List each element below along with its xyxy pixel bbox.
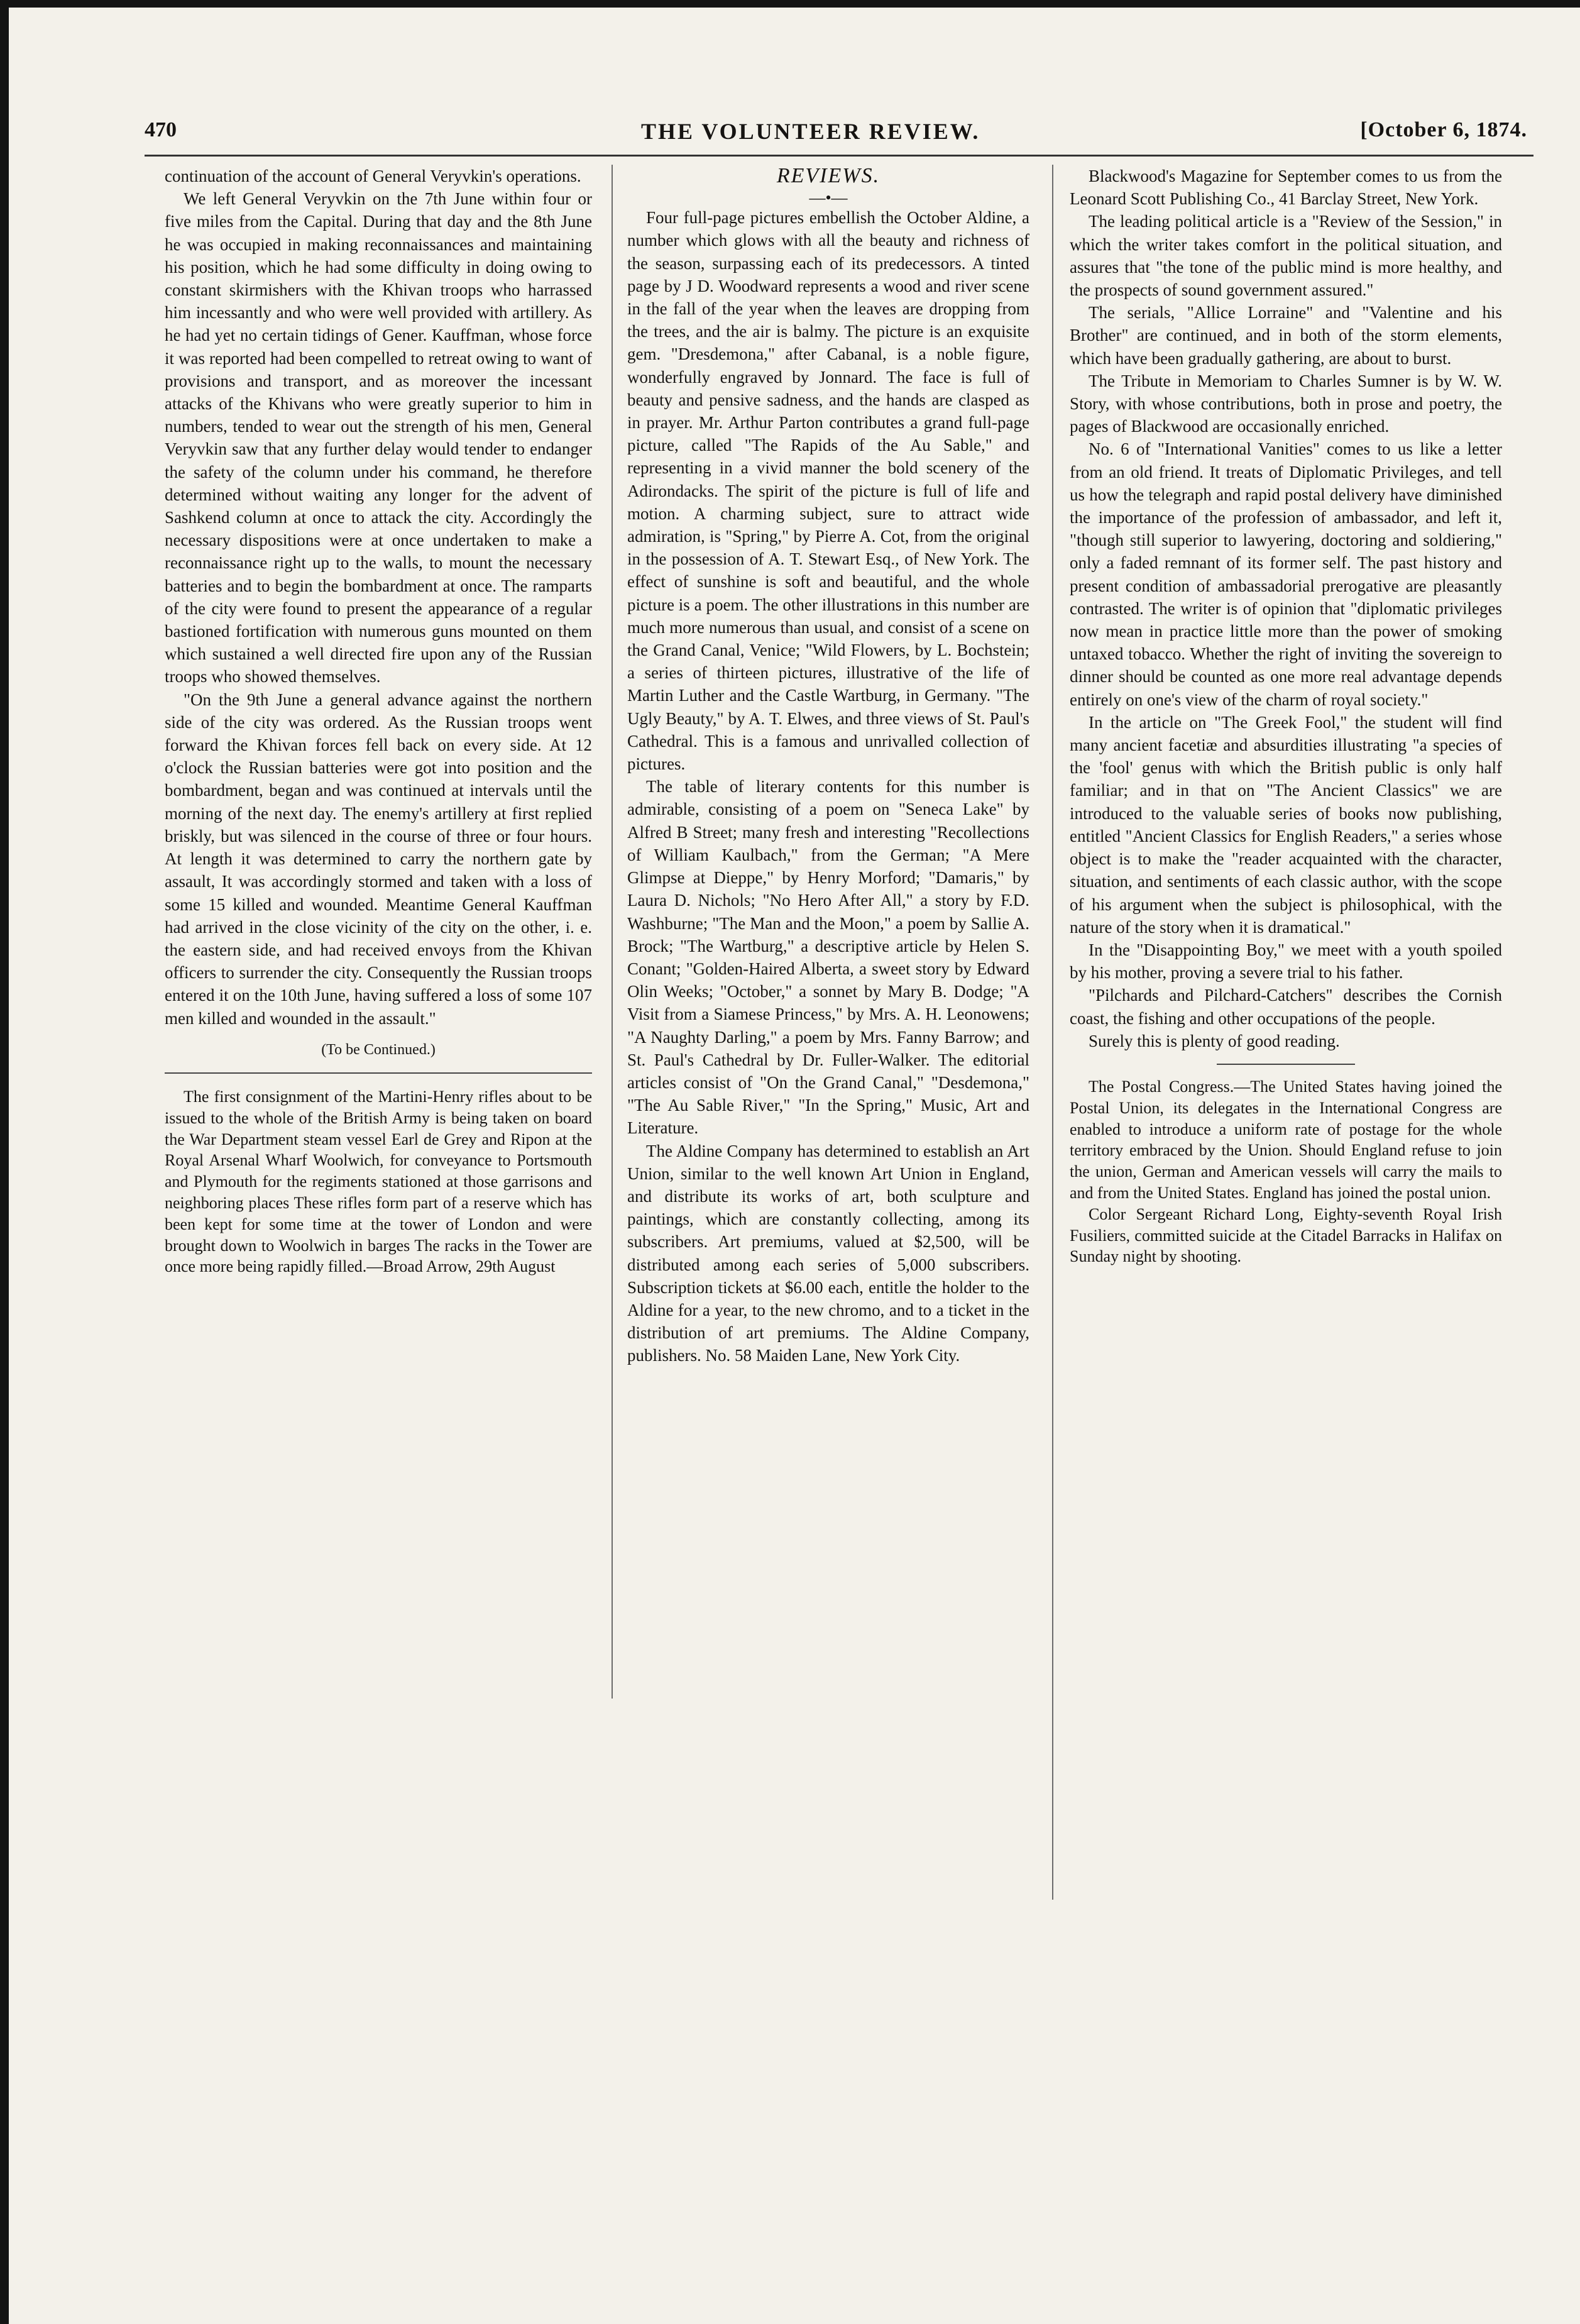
scan-edge-left bbox=[0, 0, 9, 2324]
review-paragraph: The Aldine Company has determined to establish an Art Union, similar to the well known Art Union in England, and distribute its works of art, both sculpture and paintings, which are constantly collecting, among its subscribers. Art premiums, valued at $2,500, will be distributed among each series of 5,000 subscribers. Subscription tickets at $6.00 each, entitle the holder to the Aldine for a year, to the new chromo, and to a ticket in the distribution of art premiums. The Aldine Company, publishers. No. 58 Maiden Lane, New York City. bbox=[627, 1141, 1029, 1365]
scan-edge-top bbox=[0, 0, 1580, 8]
article-paragraph: "On the 9th June a general advance against the northern side of the city was ordered. As the Russian troops went forward the Khivan forces fell back on every side. At 12 o'clock the Russian batteries were got into position and the bombardment, began and was continued at intervals until the morning of the next day. The enemy's artillery at first replied briskly, but was silenced in the course of three or four hours. At length it was determined to carry the northern gate by assault, It was accordingly stormed and taken with a loss of some 15 killed and wounded. Meantime General Kauffman had arrived in the close vicinity of the city on the other, i. e. the eastern side, and had received envoys from the Khivan officers to surrender the city. Consequently the Russian troops entered it on the 10th June, having suffered a loss of some 107 men killed and wounded in the assault." bbox=[165, 690, 592, 1028]
page-header bbox=[145, 118, 1527, 150]
review-paragraph: Blackwood's Magazine for September comes to us from the Leonard Scott Publishing Co., 41 Barclay Street, New York. bbox=[1070, 167, 1502, 209]
continued-note: (To be Continued.) bbox=[321, 1041, 436, 1058]
column-divider-1 bbox=[612, 165, 613, 1699]
header-rule bbox=[145, 155, 1533, 157]
issue-date: [October 6, 1874. bbox=[1360, 118, 1527, 141]
review-paragraph: In the "Disappointing Boy," we meet with a youth spoiled by his mother, proving a severe trial to his father. bbox=[1070, 940, 1502, 983]
rifles-paragraph: The first consignment of the Martini-Henry rifles about to be issued to the whole of the British Army is being taken on board the War Department steam vessel Earl de Grey and Ripon at the Royal Arsenal Wharf Woolwich, for conveyance to Portsmouth and Plymouth for the regiments stationed at those garrisons and neighboring places These rifles form part of a reserve which has been kept for some time at the tower of London and were brought down to Woolwich in barges The racks in the Tower are once more being rapidly filled.—Broad Arrow, 29th August bbox=[165, 1087, 592, 1276]
column-rule bbox=[165, 1072, 592, 1074]
newspaper-title: THE VOLUNTEER REVIEW. bbox=[641, 119, 980, 144]
article-paragraph: We left General Veryvkin on the 7th June within four or five miles from the Capital. During that day and the 8th June he was occupied in making reconnaissances and maintaining his position, which he had some difficulty in doing owing to constant skirmishers with the Khivan troops who harrassed him incessantly and who were well provided with artillery. As he had yet no certain tidings of Gener. Kauffman, whose force it was reported had been compelled to retreat owing to want of provisions and transport, and as moreover the incessant attacks of the Khivans who were greatly superior to him in numbers, tended to wear out the strength of his men, General Veryvkin saw that any further delay would tender to endanger the safety of the column under his command, he therefore determined without waiting any longer for the advent of Sashkend column at once to attack the city. Accordingly the necessary dispositions were at once undertaken to make a reconnaissance right up to the walls, to mount the necessary batteries and to begin the bombardment at once. The ramparts of the city were found to present the appearance of a regular bastioned fortification with numerous guns mounted on them which sustained a well directed fire upon any of the Russian troops who showed themselves. bbox=[165, 189, 592, 686]
column-rule bbox=[1217, 1064, 1355, 1065]
reviews-heading: REVIEWS. bbox=[776, 164, 881, 187]
news-paragraph: Color Sergeant Richard Long, Eighty-seventh Royal Irish Fusiliers, committed suicide at the Citadel Barracks in Halifax on Sunday night by shooting. bbox=[1070, 1204, 1502, 1266]
postal-congress-paragraph: The Postal Congress.—The United States having joined the Postal Union, its delegates in the International Congress are enabled to introduce a uniform rate of postage for the whole territory embraced by the Union. Should England refuse to join the union, German and American vessels will carry the mails to and from the United States. England has joined the postal union. bbox=[1070, 1077, 1502, 1202]
review-paragraph: In the article on "The Greek Fool," the student will find many ancient facetiæ and absurdities illustrating "a species of the 'fool' genus with which the British public is only half familiar; and in that on "The Ancient Classics" we are introduced to the valuable series of books now publishing, entitled "Ancient Classics for English Readers," a series whose object is to make the "reader acquainted with the character, situation, and sentiments of each classic author, with the scope of his argument when the subject is philosophical, with the nature of the story when it is dramatical." bbox=[1070, 712, 1502, 937]
review-paragraph: "Pilchards and Pilchard-Catchers" describes the Cornish coast, the fishing and other occupations of the people. bbox=[1070, 986, 1502, 1028]
heading-ornament: —•— bbox=[809, 189, 848, 207]
column-divider-2 bbox=[1052, 165, 1053, 1900]
article-paragraph: continuation of the account of General Veryvkin's operations. bbox=[165, 167, 581, 185]
review-paragraph: The serials, "Allice Lorraine" and "Valentine and his Brother" are continued, and in both of the storm elements, which have been gradually gathering, are about to burst. bbox=[1070, 303, 1502, 368]
column-2 bbox=[627, 165, 1029, 1367]
column-3 bbox=[1070, 165, 1502, 1267]
review-paragraph: Four full-page pictures embellish the October Aldine, a number which glows with all the beauty and richness of the season, surpassing each of its predecessors. A tinted page by J D. Woodward represents a wood and river scene in the fall of the year when the leaves are dropping from the trees, and the air is balmy. The picture is an exquisite gem. "Dresdemona," after Cabanal, is a noble figure, wonderfully engraved by Jonnard. The face is full of beauty and pensive sadness, and the hands are clasped as in prayer. Mr. Arthur Parton contributes a grand full-page picture, called "The Rapids of the Au Sable," and representing in a vivid manner the bold scenery of the Adirondacks. The spirit of the picture is full of life and motion. A charming subject, sure to attract wide admiration, is "Spring," by Pierre A. Cot, from the original in the possession of A. T. Stewart Esq., of New York. The effect of sunshine is soft and beautiful, and the whole picture is a poem. The other illustrations in this number are much more numerous than usual, and consist of a scene on the Grand Canal, Venice; "Wild Flowers, by L. Bochstein; a series of thirteen pictures, illustrative of the life of Martin Luther and the Castle Wartburg, in Germany. "The Ugly Beauty," by A. T. Elwes, and three views of St. Paul's Cathedral. This is a famous and unrivalled collection of pictures. bbox=[627, 208, 1029, 774]
column-1 bbox=[165, 165, 592, 1277]
review-paragraph: Surely this is plenty of good reading. bbox=[1089, 1031, 1340, 1050]
review-paragraph: The table of literary contents for this number is admirable, consisting of a poem on "Seneca Lake" by Alfred B Street; many fresh and interesting "Recollections of William Kaulbach," from the German; "A Mere Glimpse at Dieppe," by Henry Morford; "Damaris," by Laura D. Nichols; "No Hero After All," a story by F.D. Washburne; "The Man and the Moon," a poem by Sallie A. Brock; "The Wartburg," a descriptive article by Helen S. Conant; "Golden-Haired Alberta, a sweet story by Edward Olin Weeks; "October," a sonnet by Mary B. Dodge; "A Visit from a Siamese Princess," by Mrs. A. H. Leonowens; "A Naughty Darling," a poem by Mrs. Fanny Barrow; and St. Paul's Cathedral by Dr. Fuller-Walker. The editorial articles consist of "On the Grand Canal," "Desdemona," "The Au Sable River," "In the Spring," Music, Art and Literature. bbox=[627, 777, 1029, 1138]
page-number: 470 bbox=[145, 118, 177, 141]
review-paragraph: The Tribute in Memoriam to Charles Sumner is by W. W. Story, with whose contributions, both in prose and poetry, the pages of Blackwood are occasionally enriched. bbox=[1070, 371, 1502, 436]
review-paragraph: No. 6 of "International Vanities" comes to us like a letter from an old friend. It treats of Diplomatic Privileges, and tell us how the telegraph and rapid postal delivery have diminished the importance of the profession of ambassador, and left it, "though still superior to lawyering, doctoring and soldiering," only a faded remnant of its former self. The past history and present condition of ambassadorial prerogative are pleasantly contrasted. The writer is of opinion that "diplomatic privileges now mean in practice little more than the power of smoking untaxed tobacco. Whether the right of inviting the sovereign to dinner should be counted as one more real advantage depends entirely on one's view of the charm of royal society." bbox=[1070, 439, 1502, 709]
review-paragraph: The leading political article is a "Review of the Session," in which the writer takes comfort in the political situation, and assures that "the tone of the public mind is more healthy, and the prospects of sound government assured." bbox=[1070, 212, 1502, 300]
